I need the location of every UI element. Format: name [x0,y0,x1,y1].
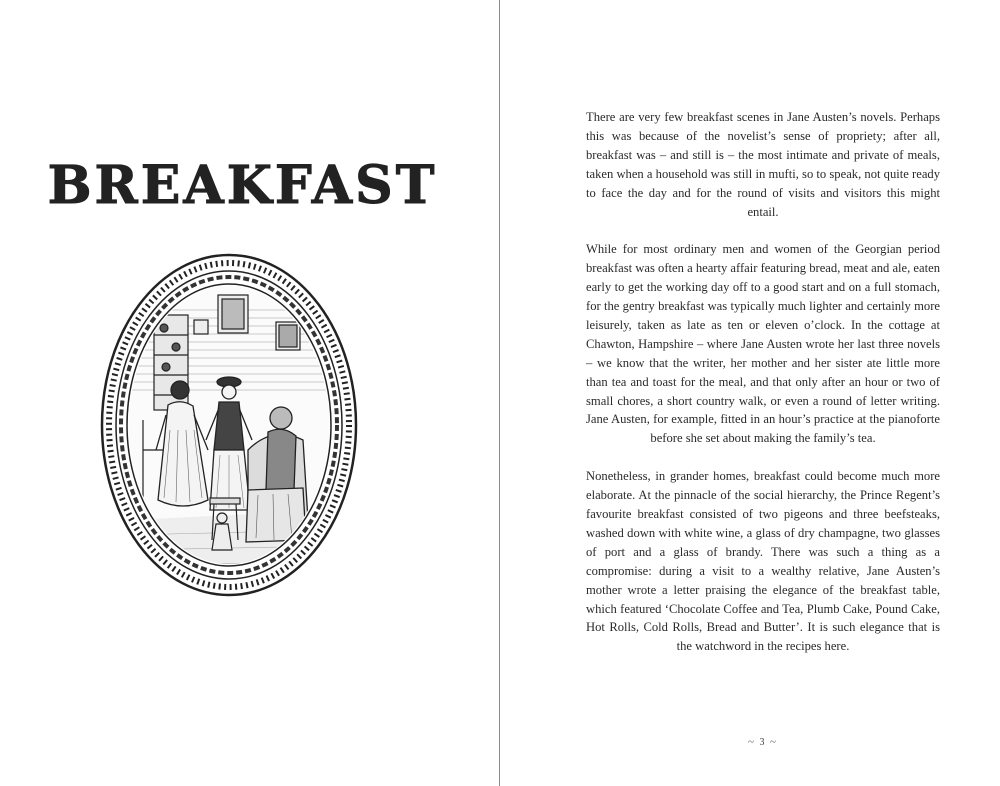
body-text [586,108,940,675]
chapter-title: BREAKFAST [47,155,438,216]
paragraph-2: While for most ordinary men and women of the Georgian period breakfast was often a hearty affair featuring bread, meat and ale, eaten early to get the working day off to a good start and on a full stomach, for the gentry breakfast was typically much lighter and certainly more leisurely, taken as late as ten or eleven o’clock. In the cottage at Chawton, Hampshire – where Jane Austen wrote her last three novels – we know that the writer, her mother and her sister ate little more than tea and toast for the meal, and that only after an hour or two of small chores, a short country walk, or even a round of letter writing. Jane Austen, for example, fitted in an hour’s practice at the pianoforte before she set about making the family’s tea. [586,242,940,446]
folio-ornament-left-icon: ~ [748,736,754,748]
paragraph-3: Nonetheless, in grander homes, breakfast could become much more elaborate. At the pinnacle of the social hierarchy, the Prince Regent’s favourite breakfast consisted of two pigeons and three beefsteaks, washed down with white wine, a glass of dry champagne, two glasses of port and a glass of brandy. There was such a thing as a compromise: during a visit to a wealthy relative, Jane Austen’s mother wrote a letter praising the elegance of the breakfast table, which featured ‘Chocolate Coffee and Tea, Plumb Cake, Pound Cake, Hot Rolls, Cold Rolls, Bread and Butter’. It is such elegance that is the watchword in the recipes here. [586,469,940,654]
engraved-scene [118,280,348,580]
folio-ornament-right-icon: ~ [770,736,776,748]
illustration-oval-frame [98,250,360,600]
left-page [0,0,499,786]
page-number: 3 [759,736,765,748]
folio [712,736,812,748]
engraving-illustration [98,250,360,600]
paragraph-1: There are very few breakfast scenes in Jane Austen’s novels. Perhaps this was because of the novelist’s sense of propriety; after all, breakfast was – and still is – the most intimate and private of meals, taken when a household was still in mufti, so to speak, not quite ready to face the day and for the round of visits and visitors this might entail. [586,110,940,219]
